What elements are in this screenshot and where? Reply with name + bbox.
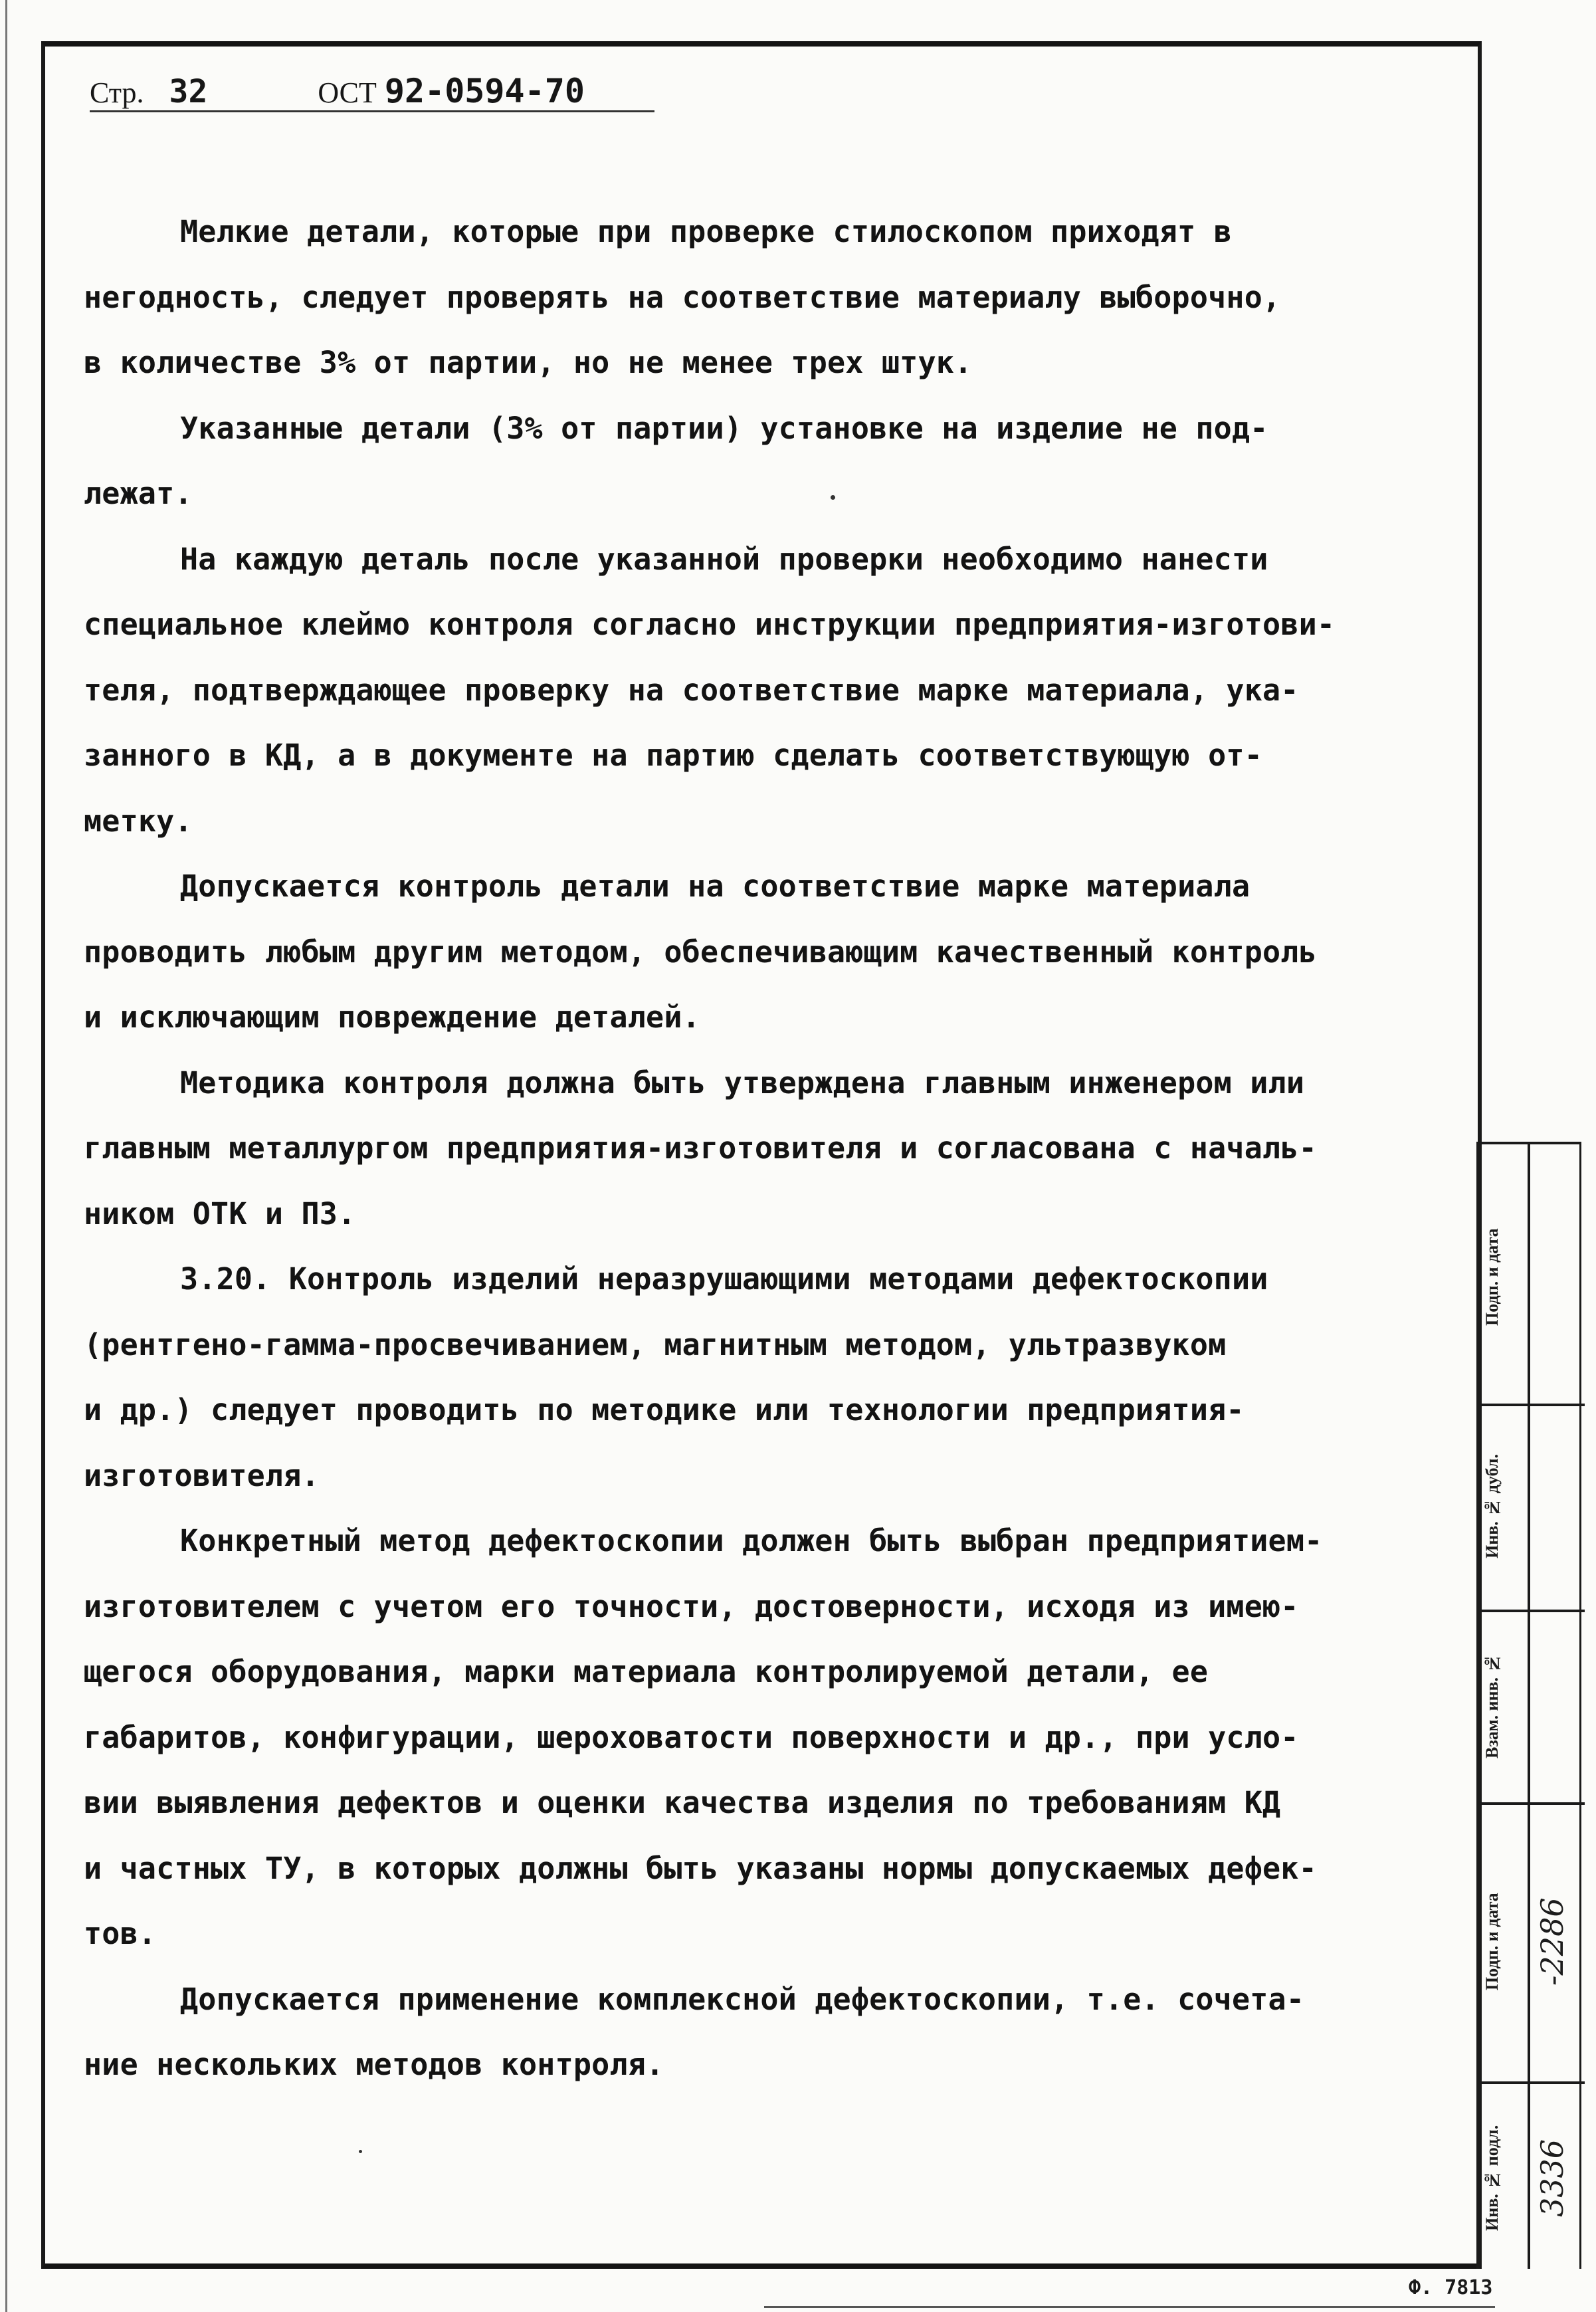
stamp-row-divider [1480, 1802, 1585, 1805]
text-line: Мелкие детали, которые при проверке стилоскопом приходят в [180, 214, 1232, 249]
standard-label: ОСТ [318, 76, 377, 109]
text-line: и др.) следует проводить по методике или технологии предприятия- [84, 1392, 1245, 1427]
stamp-row-divider [1480, 2081, 1585, 2084]
page-label: Стр. [90, 76, 144, 109]
standard-number: 92-0594-70 [384, 72, 585, 110]
stamp-row-divider [1480, 1610, 1585, 1612]
document-body [84, 199, 1466, 2098]
stamp-label-sign-date: Подп. и дата [1482, 1228, 1502, 1326]
text-line: На каждую деталь после указанной проверки необходимо нанести [180, 541, 1268, 577]
text-line: Допускается контроль детали на соответствие марке материала [180, 869, 1250, 904]
page-number: 32 [159, 73, 219, 112]
stamp-label-orig-inv: Инв. № подл. [1482, 2125, 1502, 2231]
text-line: специальное клеймо контроля согласно инструкции предприятия-изготови- [84, 607, 1336, 642]
text-line: габаритов, конфигурации, шероховатости поверхности и др., при усло- [84, 1719, 1299, 1755]
text-line: Конкретный метод дефектоскопии должен быть выбран предприятием- [180, 1523, 1323, 1558]
scan-left-edge [5, 0, 7, 2312]
text-line: тов. [84, 1916, 157, 1951]
text-line: занного в КД, а в документе на партию сделать соответствующую от- [84, 738, 1262, 773]
stamp-label-replaced-inv: Взам. инв. № [1482, 1653, 1502, 1758]
stamp-divider [1579, 1144, 1581, 2269]
stamp-column [1476, 1142, 1581, 2269]
text-line: щегося оборудования, марки материала контролируемой детали, ее [84, 1654, 1209, 1689]
text-line: метку. [84, 803, 193, 839]
text-line: и исключающим повреждение деталей. [84, 999, 700, 1035]
text-line: в количестве 3% от партии, но не менее трех штук. [84, 345, 973, 380]
text-line: ником ОТК и ПЗ. [84, 1196, 356, 1231]
text-line: Указанные детали (3% от партии) установке на изделие не под- [180, 410, 1268, 446]
text-line: негодность, следует проверять на соответствие материалу выборочно, [84, 279, 1281, 315]
text-line: изготовителя. [84, 1457, 320, 1493]
text-line: теля, подтверждающее проверку на соответствие марке материала, ука- [84, 672, 1299, 708]
stamp-divider [1528, 1144, 1530, 2269]
text-line: лежат. [84, 476, 193, 511]
handwritten-inventory-number: 3336 [1534, 2139, 1570, 2217]
text-line: ние нескольких методов контроля. [84, 2047, 664, 2082]
page-header [90, 72, 585, 112]
text-line: изготовителем с учетом его точности, достоверности, исходя из имею- [84, 1588, 1299, 1624]
scan-speck [359, 2150, 362, 2153]
stamp-label-sign-date-2: Подп. и дата [1482, 1893, 1502, 1991]
text-line: главным металлургом предприятия-изготовителя и согласована с началь- [84, 1130, 1317, 1166]
bottom-scan-line [764, 2306, 1495, 2308]
form-number: Ф. 7813 [1409, 2276, 1493, 2299]
handwritten-date: -2286 [1534, 1897, 1570, 1986]
text-line: вии выявления дефектов и оценки качества изделия по требованиям КД [84, 1785, 1281, 1820]
stamp-row-divider [1480, 1404, 1585, 1406]
stamp-label-dup-inv: Инв. № дубл. [1482, 1454, 1502, 1559]
text-line: проводить любым другим методом, обеспечивающим качественный контроль [84, 934, 1317, 970]
text-line: Методика контроля должна быть утверждена главным инженером или [180, 1065, 1305, 1101]
scan-speck [831, 495, 835, 500]
text-line: (рентгено-гамма-просвечиванием, магнитным методом, ультразвуком [84, 1326, 1227, 1362]
header-underline [90, 110, 654, 112]
text-line: Допускается применение комплексной дефектоскопии, т.е. сочета- [180, 1981, 1305, 2017]
text-line: 3.20. Контроль изделий неразрушающими методами дефектоскопии [180, 1261, 1268, 1297]
text-line: и частных ТУ, в которых должны быть указаны нормы допускаемых дефек- [84, 1850, 1317, 1886]
